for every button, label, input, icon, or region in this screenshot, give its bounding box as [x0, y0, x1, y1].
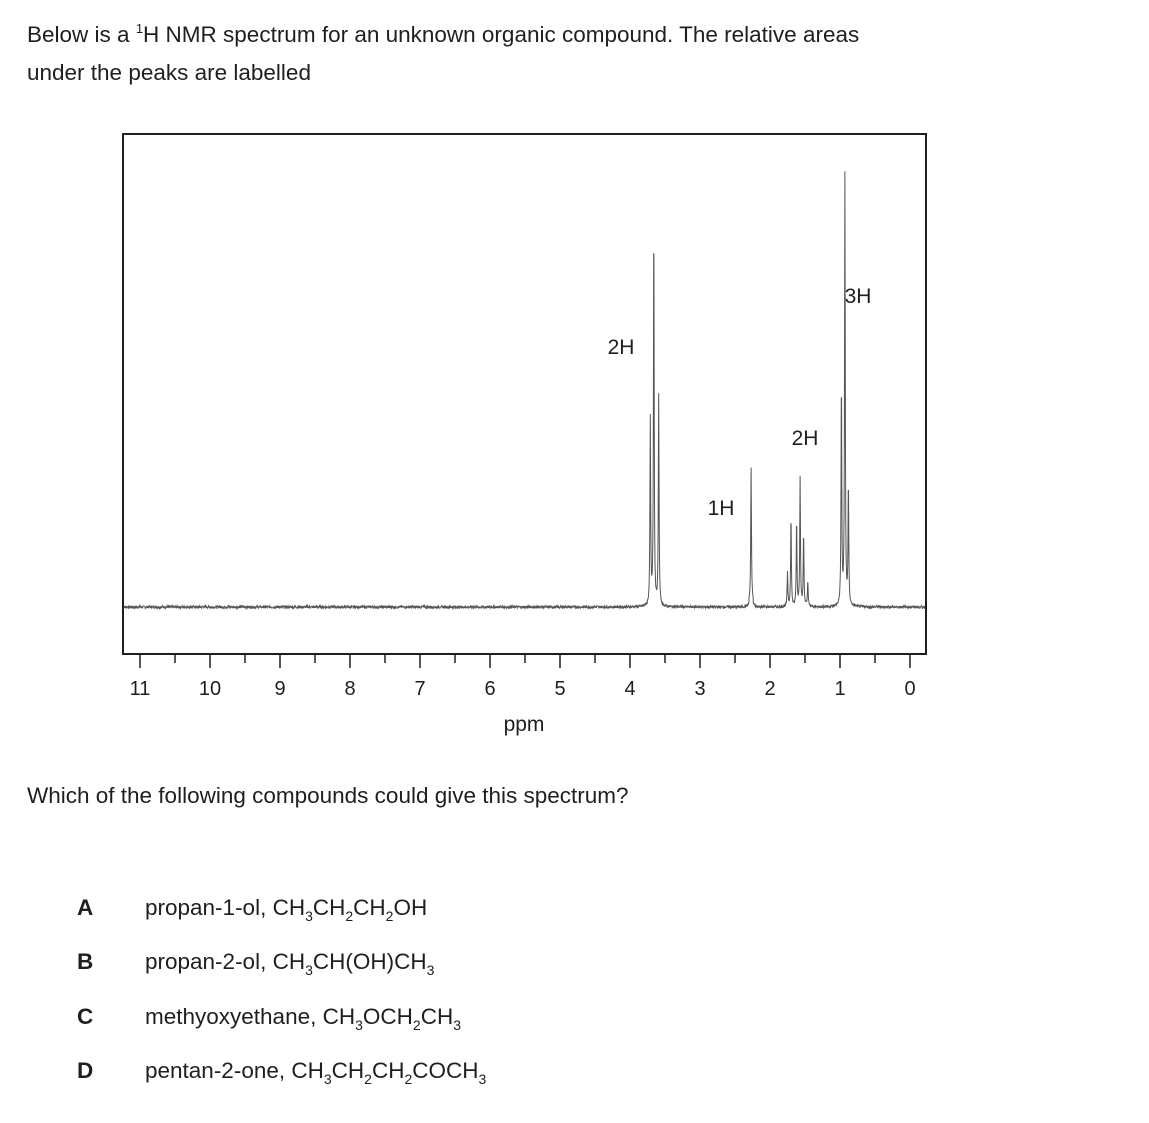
subscript: 3 [453, 1017, 461, 1033]
option-text-segment: CH [420, 1004, 454, 1029]
option-text-segment: CH(OH)CH [312, 949, 427, 974]
tick-label: 6 [484, 678, 496, 700]
tick-label: 7 [414, 678, 426, 700]
option-text-segment: COCH [412, 1058, 479, 1083]
option-text-segment: CH [312, 895, 346, 920]
peak-area-label: 2H [607, 336, 635, 359]
tick-label: 3 [694, 678, 706, 700]
option-text [145, 895, 428, 924]
tick-label: 0 [904, 678, 916, 700]
option-text [145, 1004, 461, 1033]
option-text-segment: CH [371, 1058, 405, 1083]
peak-area-label: 2H [791, 427, 819, 450]
option-text-segment: CH [353, 895, 386, 920]
subscript: 2 [404, 1071, 413, 1087]
intro-line1-pre: Below is a [27, 22, 136, 47]
subscript: 3 [323, 1071, 332, 1087]
question-text: Which of the following compounds could give this spectrum? [27, 783, 629, 808]
option-letter: D [77, 1058, 94, 1083]
subscript: 3 [305, 908, 313, 924]
peak-area-label: 3H [844, 285, 872, 308]
option-b[interactable] [0, 949, 800, 989]
spectrum-line [124, 171, 925, 608]
intro-superscript: 1 [135, 21, 144, 36]
subscript: 2 [345, 908, 354, 924]
tick-label: 2 [764, 678, 776, 700]
option-text-segment: CH [331, 1058, 365, 1083]
option-text-segment: propan-2-ol, CH [145, 949, 306, 974]
tick-label: 9 [274, 678, 286, 700]
subscript: 2 [364, 1071, 372, 1087]
subscript: 2 [412, 1017, 421, 1033]
subscript: 3 [426, 962, 435, 978]
option-text [145, 1058, 487, 1087]
x-axis-label: ppm [503, 713, 545, 736]
option-letter: B [77, 949, 94, 974]
option-text-segment: pentan-2-one, CH [145, 1058, 324, 1083]
option-letter: C [77, 1004, 94, 1029]
plot-frame [123, 134, 926, 654]
subscript: 3 [305, 962, 313, 978]
tick-label: 11 [129, 678, 151, 700]
tick-label: 8 [344, 678, 356, 700]
spectrum-trace [124, 171, 925, 608]
intro-line1-post: H NMR spectrum for an unknown organic compound. The relative areas [143, 22, 860, 47]
option-d[interactable] [0, 1058, 800, 1098]
x-axis-ticks [140, 654, 910, 668]
tick-label: 10 [198, 678, 222, 700]
option-text-segment: OH [393, 895, 428, 920]
option-text-segment: OCH [362, 1004, 413, 1029]
option-text [145, 949, 435, 978]
peak-area-label: 1H [707, 497, 735, 520]
tick-label: 5 [554, 678, 566, 700]
option-text-segment: methyoxyethane, CH [145, 1004, 356, 1029]
option-letter: A [77, 895, 94, 920]
subscript: 3 [355, 1017, 363, 1033]
tick-label: 1 [834, 678, 846, 700]
option-a[interactable] [0, 895, 800, 935]
option-c[interactable] [0, 1004, 800, 1044]
subscript: 3 [478, 1071, 487, 1087]
tick-label: 4 [624, 678, 636, 700]
intro-line2: under the peaks are labelled [27, 60, 311, 85]
subscript: 2 [385, 908, 394, 924]
peak-labels [608, 285, 872, 520]
x-axis-tick-labels [130, 678, 916, 700]
option-text-segment: propan-1-ol, CH [145, 895, 306, 920]
